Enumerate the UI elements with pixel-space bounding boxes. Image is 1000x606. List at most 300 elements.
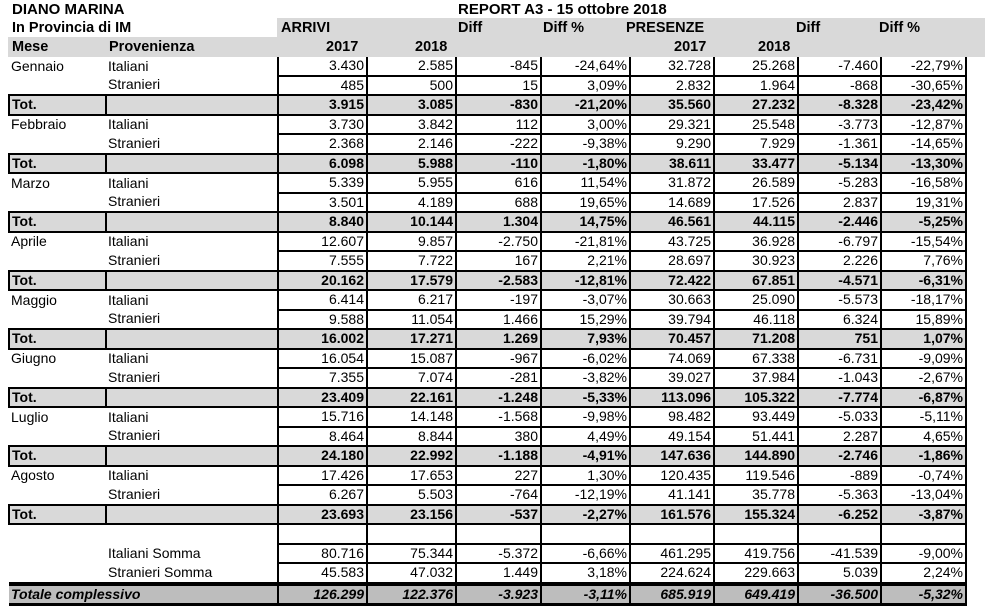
provenienza-cell: Stranieri (108, 76, 161, 93)
provenienza-cell (106, 446, 278, 466)
province-label: In Provincia di IM (12, 20, 132, 36)
presenze-2018-cell: 1.964 (714, 76, 798, 96)
provenienza-cell (106, 524, 278, 544)
provenienza-cell: Stranieri (108, 427, 161, 444)
presenze-diff-pct-cell: -23,42% (881, 95, 966, 115)
presenze-2017-cell: 2.832 (630, 76, 714, 96)
table-row (9, 407, 966, 427)
mese-cell (9, 76, 106, 96)
presenze-diff-cell: 5.039 (798, 563, 881, 584)
arrivi-2018-cell: 5.503 (367, 485, 456, 505)
presenze-diff-cell: -5.283 (798, 173, 881, 193)
arrivi-diff-cell: -3.923 (456, 584, 541, 605)
presenze-2017-cell: 113.096 (630, 388, 714, 408)
arrivi-2018-cell: 17.271 (367, 329, 456, 349)
arrivi-2018-cell: 17.579 (367, 271, 456, 291)
presenze-2018-cell: 17.526 (714, 193, 798, 213)
table-row (9, 485, 966, 505)
arrivi-diff-cell: -830 (456, 95, 541, 115)
mese-cell (9, 368, 106, 388)
presenze-2017-cell: 685.919 (630, 584, 714, 605)
town-title: DIANO MARINA (12, 1, 125, 18)
mese-cell: Tot. (9, 388, 106, 408)
presenze-2017-cell: 28.697 (630, 251, 714, 271)
arrivi-2018-cell: 11.054 (367, 310, 456, 330)
mese-cell: Tot. (9, 212, 106, 232)
arrivi-2018-cell: 10.144 (367, 212, 456, 232)
presenze-diff-pct-cell: -3,87% (881, 505, 966, 525)
presenze-2017-cell: 31.872 (630, 173, 714, 193)
presenze-2018-cell: 67.338 (714, 349, 798, 369)
arrivi-diff-pct-cell: -9,98% (541, 407, 630, 427)
presenze-diff-cell: -5.573 (798, 290, 881, 310)
presenze-2017-cell: 43.725 (630, 232, 714, 252)
arrivi-diff-cell: -222 (456, 134, 541, 154)
provenienza-cell (106, 505, 278, 525)
arrivi-2018-cell: 22.992 (367, 446, 456, 466)
presenze-2018-cell (714, 524, 798, 544)
presenze-diff-pct-header: Diff % (879, 20, 921, 36)
arrivi-diff-cell: -1.568 (456, 407, 541, 427)
arrivi-diff-pct-cell: -9,38% (541, 134, 630, 154)
presenze-2017-cell: 9.290 (630, 134, 714, 154)
arrivi-diff-cell: -537 (456, 505, 541, 525)
arrivi-2017-cell: 7.555 (278, 251, 367, 271)
presenze-2018-cell: 7.929 (714, 134, 798, 154)
presenze-diff-pct-cell: 7,76% (881, 251, 966, 271)
table-row (9, 466, 966, 486)
mese-cell: Tot. (9, 329, 106, 349)
presenze-diff-pct-cell: 19,31% (881, 193, 966, 213)
arrivi-2018-cell: 23.156 (367, 505, 456, 525)
arrivi-2018-cell: 500 (367, 76, 456, 96)
arrivi-2017-cell: 45.583 (278, 563, 367, 584)
provenienza-cell: Italiani (108, 57, 149, 74)
presenze-2017-cell: 147.636 (630, 446, 714, 466)
presenze-diff-cell: -7.774 (798, 388, 881, 408)
arrivi-diff-cell: -5.372 (456, 544, 541, 564)
presenze-2017-cell: 49.154 (630, 427, 714, 447)
arrivi-2018-cell: 4.189 (367, 193, 456, 213)
arrivi-diff-pct-cell: -3,07% (541, 290, 630, 310)
arrivi-diff-pct-cell: 19,65% (541, 193, 630, 213)
arrivi-2018-cell: 14.148 (367, 407, 456, 427)
arrivi-diff-pct-cell: -2,27% (541, 505, 630, 525)
presenze-diff-pct-cell: -22,79% (881, 57, 966, 76)
table-row (9, 251, 966, 271)
presenze-diff-pct-cell: 1,07% (881, 329, 966, 349)
presenze-diff-cell: -868 (798, 76, 881, 96)
presenze-header: PRESENZE (626, 20, 705, 36)
presenze-diff-cell (798, 524, 881, 544)
arrivi-diff-cell: 112 (456, 115, 541, 135)
presenze-diff-cell: -8.328 (798, 95, 881, 115)
provenienza-cell: Italiani (108, 408, 149, 425)
provenienza-cell: Italiani (108, 291, 149, 308)
provenienza-cell (106, 212, 278, 232)
arrivi-header: ARRIVI (281, 20, 331, 36)
presenze-2018-cell: 25.090 (714, 290, 798, 310)
mese-header: Mese (12, 39, 49, 55)
arrivi-2017-cell: 6.098 (278, 154, 367, 174)
presenze-2017-header: 2017 (674, 39, 707, 55)
mese-cell: Aprile (11, 233, 47, 250)
presenze-2018-cell: 93.449 (714, 407, 798, 427)
arrivi-2018-cell: 22.161 (367, 388, 456, 408)
arrivi-2017-cell: 17.426 (278, 466, 367, 486)
mese-cell: Gennaio (11, 57, 64, 74)
provenienza-cell: Stranieri (108, 251, 161, 268)
provenienza-header: Provenienza (109, 39, 195, 55)
presenze-2017-cell: 46.561 (630, 212, 714, 232)
presenze-2018-cell: 37.984 (714, 368, 798, 388)
arrivi-2018-cell: 6.217 (367, 290, 456, 310)
arrivi-2018-cell: 15.087 (367, 349, 456, 369)
presenze-diff-pct-cell: -13,04% (881, 485, 966, 505)
presenze-diff-cell: -2.746 (798, 446, 881, 466)
table-row (9, 368, 966, 388)
arrivi-diff-cell: -967 (456, 349, 541, 369)
arrivi-2018-cell: 7.074 (367, 368, 456, 388)
table-row (9, 57, 966, 76)
provenienza-cell: Stranieri (108, 485, 161, 502)
table-body (9, 57, 966, 605)
arrivi-diff-cell: -2.750 (456, 232, 541, 252)
table-row (9, 173, 966, 193)
arrivi-diff-cell: 380 (456, 427, 541, 447)
presenze-diff-pct-cell (881, 524, 966, 544)
presenze-diff-cell: -5.363 (798, 485, 881, 505)
diff-header: Diff (458, 20, 483, 36)
presenze-diff-cell: 6.324 (798, 310, 881, 330)
presenze-diff-pct-cell: -5,11% (881, 407, 966, 427)
presenze-diff-cell: -6.252 (798, 505, 881, 525)
arrivi-diff-cell: -110 (456, 154, 541, 174)
arrivi-diff-cell: -845 (456, 57, 541, 76)
arrivi-diff-pct-cell: -6,66% (541, 544, 630, 564)
mese-cell: Tot. (9, 154, 106, 174)
arrivi-diff-pct-cell: 7,93% (541, 329, 630, 349)
arrivi-diff-cell: 1.304 (456, 212, 541, 232)
mese-cell: Maggio (11, 291, 57, 308)
arrivi-diff-pct-cell: -12,81% (541, 271, 630, 291)
total-row (9, 388, 966, 408)
presenze-2017-cell (630, 524, 714, 544)
arrivi-diff-pct-cell: -12,19% (541, 485, 630, 505)
arrivi-2017-cell (278, 524, 367, 544)
presenze-2018-header: 2018 (758, 39, 791, 55)
presenze-diff-pct-cell: -15,54% (881, 232, 966, 252)
presenze-diff-cell: -5.134 (798, 154, 881, 174)
arrivi-diff-pct-cell: 1,30% (541, 466, 630, 486)
presenze-2018-cell: 25.548 (714, 115, 798, 135)
provenienza-cell: Italiani (108, 174, 149, 191)
presenze-diff-cell: 2.287 (798, 427, 881, 447)
arrivi-2017-cell: 9.588 (278, 310, 367, 330)
arrivi-diff-pct-cell: -21,20% (541, 95, 630, 115)
presenze-2018-cell: 26.589 (714, 173, 798, 193)
provenienza-cell: Stranieri (108, 368, 161, 385)
presenze-diff-pct-cell: -9,09% (881, 349, 966, 369)
presenze-2018-cell: 105.322 (714, 388, 798, 408)
total-row (9, 154, 966, 174)
presenze-diff-pct-cell: -16,58% (881, 173, 966, 193)
arrivi-diff-cell: 1.269 (456, 329, 541, 349)
arrivi-diff-cell: -197 (456, 290, 541, 310)
arrivi-2017-cell: 24.180 (278, 446, 367, 466)
mese-cell (9, 134, 106, 154)
arrivi-diff-pct-cell: 2,21% (541, 251, 630, 271)
presenze-2017-cell: 120.435 (630, 466, 714, 486)
arrivi-2017-cell: 80.716 (278, 544, 367, 564)
presenze-diff-cell: -3.773 (798, 115, 881, 135)
arrivi-diff-cell: 15 (456, 76, 541, 96)
report-title: REPORT A3 - 15 ottobre 2018 (458, 1, 667, 18)
arrivi-diff-pct-cell: -1,80% (541, 154, 630, 174)
arrivi-2017-cell: 6.267 (278, 485, 367, 505)
mese-cell: Marzo (11, 174, 50, 191)
arrivi-diff-pct-cell: -24,64% (541, 57, 630, 76)
table-row (9, 310, 966, 330)
presenze-2018-cell: 35.778 (714, 485, 798, 505)
arrivi-2017-cell: 16.054 (278, 349, 367, 369)
presenze-diff-pct-cell: -0,74% (881, 466, 966, 486)
provenienza-cell: Stranieri (108, 134, 161, 151)
presenze-2017-cell: 35.560 (630, 95, 714, 115)
arrivi-2018-cell: 47.032 (367, 563, 456, 584)
presenze-diff-pct-cell: -6,87% (881, 388, 966, 408)
arrivi-2017-cell: 16.002 (278, 329, 367, 349)
presenze-2018-cell: 144.890 (714, 446, 798, 466)
arrivi-diff-cell: 688 (456, 193, 541, 213)
presenze-2017-cell: 38.611 (630, 154, 714, 174)
table-row (9, 134, 966, 154)
arrivi-2018-cell: 17.653 (367, 466, 456, 486)
arrivi-2017-cell: 3.430 (278, 57, 367, 76)
presenze-diff-cell: -7.460 (798, 57, 881, 76)
arrivi-2018-cell: 8.844 (367, 427, 456, 447)
arrivi-diff-pct-cell: 15,29% (541, 310, 630, 330)
provenienza-cell: Stranieri Somma (108, 563, 213, 580)
arrivi-2018-cell: 5.955 (367, 173, 456, 193)
presenze-2017-cell: 161.576 (630, 505, 714, 525)
arrivi-2018-cell: 122.376 (367, 584, 456, 605)
diff-pct-header: Diff % (543, 20, 585, 36)
presenze-2017-cell: 39.027 (630, 368, 714, 388)
arrivi-diff-pct-cell: 3,09% (541, 76, 630, 96)
presenze-2017-cell: 29.321 (630, 115, 714, 135)
presenze-2017-cell: 72.422 (630, 271, 714, 291)
arrivi-diff-cell (456, 524, 541, 544)
table-row (9, 115, 966, 135)
table-row (9, 76, 966, 96)
presenze-diff-cell: -1.361 (798, 134, 881, 154)
arrivi-diff-cell: -764 (456, 485, 541, 505)
arrivi-diff-pct-cell: -6,02% (541, 349, 630, 369)
presenze-diff-cell: 751 (798, 329, 881, 349)
arrivi-2018-cell: 3.085 (367, 95, 456, 115)
provenienza-cell: Stranieri (108, 193, 161, 210)
presenze-2017-cell: 224.624 (630, 563, 714, 584)
presenze-diff-pct-cell: -6,31% (881, 271, 966, 291)
presenze-diff-cell: -5.033 (798, 407, 881, 427)
arrivi-2017-cell: 20.162 (278, 271, 367, 291)
table-row (9, 290, 966, 310)
arrivi-2017-cell: 12.607 (278, 232, 367, 252)
presenze-2018-cell: 419.756 (714, 544, 798, 564)
presenze-2018-cell: 25.268 (714, 57, 798, 76)
mese-cell (9, 310, 106, 330)
provenienza-cell (106, 95, 278, 115)
mese-cell: Agosto (11, 467, 55, 484)
presenze-diff-pct-cell: -18,17% (881, 290, 966, 310)
arrivi-diff-cell: 227 (456, 466, 541, 486)
mese-cell (9, 524, 106, 544)
arrivi-2018-cell: 75.344 (367, 544, 456, 564)
arrivi-2018-header: 2018 (415, 39, 448, 55)
arrivi-diff-pct-cell: -4,91% (541, 446, 630, 466)
arrivi-diff-pct-cell: 4,49% (541, 427, 630, 447)
presenze-diff-pct-cell: -2,67% (881, 368, 966, 388)
presenze-diff-cell: -6.797 (798, 232, 881, 252)
presenze-diff-cell: -2.446 (798, 212, 881, 232)
arrivi-diff-cell: -2.583 (456, 271, 541, 291)
presenze-2018-cell: 33.477 (714, 154, 798, 174)
provenienza-cell: Stranieri (108, 310, 161, 327)
arrivi-diff-cell: 616 (456, 173, 541, 193)
presenze-diff-pct-cell: -30,65% (881, 76, 966, 96)
mese-cell (9, 544, 106, 564)
arrivi-diff-pct-cell: -3,11% (541, 584, 630, 605)
arrivi-2018-cell: 7.722 (367, 251, 456, 271)
mese-cell: Tot. (9, 271, 106, 291)
arrivi-diff-pct-cell (541, 524, 630, 544)
arrivi-2017-cell: 3.730 (278, 115, 367, 135)
table-row (9, 349, 966, 369)
arrivi-2017-cell: 3.501 (278, 193, 367, 213)
arrivi-diff-pct-cell: 3,18% (541, 563, 630, 584)
presenze-2017-cell: 70.457 (630, 329, 714, 349)
arrivi-diff-cell: -1.188 (456, 446, 541, 466)
arrivi-2018-cell: 2.585 (367, 57, 456, 76)
table-row (9, 232, 966, 252)
arrivi-diff-cell: -281 (456, 368, 541, 388)
presenze-2017-cell: 41.141 (630, 485, 714, 505)
mese-cell (9, 563, 106, 584)
arrivi-2017-cell: 5.339 (278, 173, 367, 193)
total-row (9, 212, 966, 232)
arrivi-2018-cell (367, 524, 456, 544)
arrivi-2017-cell: 2.368 (278, 134, 367, 154)
mese-cell: Tot. (9, 505, 106, 525)
presenze-2017-cell: 39.794 (630, 310, 714, 330)
presenze-diff-pct-cell: -5,32% (881, 584, 966, 605)
presenze-2018-cell: 36.928 (714, 232, 798, 252)
total-row (9, 505, 966, 525)
arrivi-diff-pct-cell: 14,75% (541, 212, 630, 232)
presenze-2017-cell: 98.482 (630, 407, 714, 427)
mese-cell: Giugno (11, 350, 57, 367)
presenze-diff-cell: -36.500 (798, 584, 881, 605)
presenze-diff-cell: -41.539 (798, 544, 881, 564)
arrivi-2017-cell: 23.693 (278, 505, 367, 525)
arrivi-diff-pct-cell: 11,54% (541, 173, 630, 193)
presenze-2017-cell: 14.689 (630, 193, 714, 213)
presenze-diff-pct-cell: -13,30% (881, 154, 966, 174)
presenze-diff-cell: 2.837 (798, 193, 881, 213)
arrivi-2017-cell: 485 (278, 76, 367, 96)
provenienza-cell: Italiani (108, 350, 149, 367)
presenze-2018-cell: 229.663 (714, 563, 798, 584)
mese-cell: Luglio (11, 408, 49, 425)
presenze-2018-cell: 67.851 (714, 271, 798, 291)
arrivi-diff-pct-cell: -5,33% (541, 388, 630, 408)
provenienza-cell: Italiani (108, 233, 149, 250)
arrivi-2017-cell: 15.716 (278, 407, 367, 427)
arrivi-2018-cell: 2.146 (367, 134, 456, 154)
presenze-diff-pct-cell: -1,86% (881, 446, 966, 466)
mese-cell (9, 193, 106, 213)
arrivi-diff-cell: 167 (456, 251, 541, 271)
arrivi-diff-cell: -1.248 (456, 388, 541, 408)
presenze-diff-cell: -6.731 (798, 349, 881, 369)
table-row (9, 193, 966, 213)
arrivi-2017-cell: 8.464 (278, 427, 367, 447)
provenienza-cell: Italiani (108, 116, 149, 133)
presenze-diff-pct-cell: 2,24% (881, 563, 966, 584)
presenze-diff-pct-cell: -5,25% (881, 212, 966, 232)
mese-cell (9, 485, 106, 505)
table-row (9, 563, 966, 584)
arrivi-2017-header: 2017 (326, 39, 359, 55)
total-row (9, 329, 966, 349)
provenienza-cell (106, 329, 278, 349)
arrivi-2017-cell: 6.414 (278, 290, 367, 310)
provenienza-cell (106, 154, 278, 174)
blank-row (9, 524, 966, 544)
provenienza-cell: Italiani Somma (108, 544, 201, 561)
presenze-diff-pct-cell: -9,00% (881, 544, 966, 564)
presenze-2017-cell: 32.728 (630, 57, 714, 76)
arrivi-2017-cell: 126.299 (278, 584, 367, 605)
total-row (9, 271, 966, 291)
presenze-diff-cell: 2.226 (798, 251, 881, 271)
provenienza-cell: Italiani (108, 467, 149, 484)
total-row (9, 95, 966, 115)
presenze-2018-cell: 649.419 (714, 584, 798, 605)
presenze-2018-cell: 119.546 (714, 466, 798, 486)
mese-cell: Tot. (9, 446, 106, 466)
presenze-2018-cell: 46.118 (714, 310, 798, 330)
arrivi-diff-pct-cell: -3,82% (541, 368, 630, 388)
arrivi-2018-cell: 5.988 (367, 154, 456, 174)
arrivi-2018-cell: 9.857 (367, 232, 456, 252)
presenze-diff-cell: -889 (798, 466, 881, 486)
mese-cell (9, 251, 106, 271)
arrivi-2017-cell: 7.355 (278, 368, 367, 388)
total-row (9, 446, 966, 466)
presenze-2017-cell: 74.069 (630, 349, 714, 369)
grand-total-row (9, 584, 966, 605)
presenze-diff-pct-cell: 4,65% (881, 427, 966, 447)
table-row (9, 427, 966, 447)
presenze-2017-cell: 30.663 (630, 290, 714, 310)
presenze-2018-cell: 51.441 (714, 427, 798, 447)
presenze-2018-cell: 155.324 (714, 505, 798, 525)
presenze-2017-cell: 461.295 (630, 544, 714, 564)
presenze-diff-pct-cell: -12,87% (881, 115, 966, 135)
provenienza-cell (106, 388, 278, 408)
